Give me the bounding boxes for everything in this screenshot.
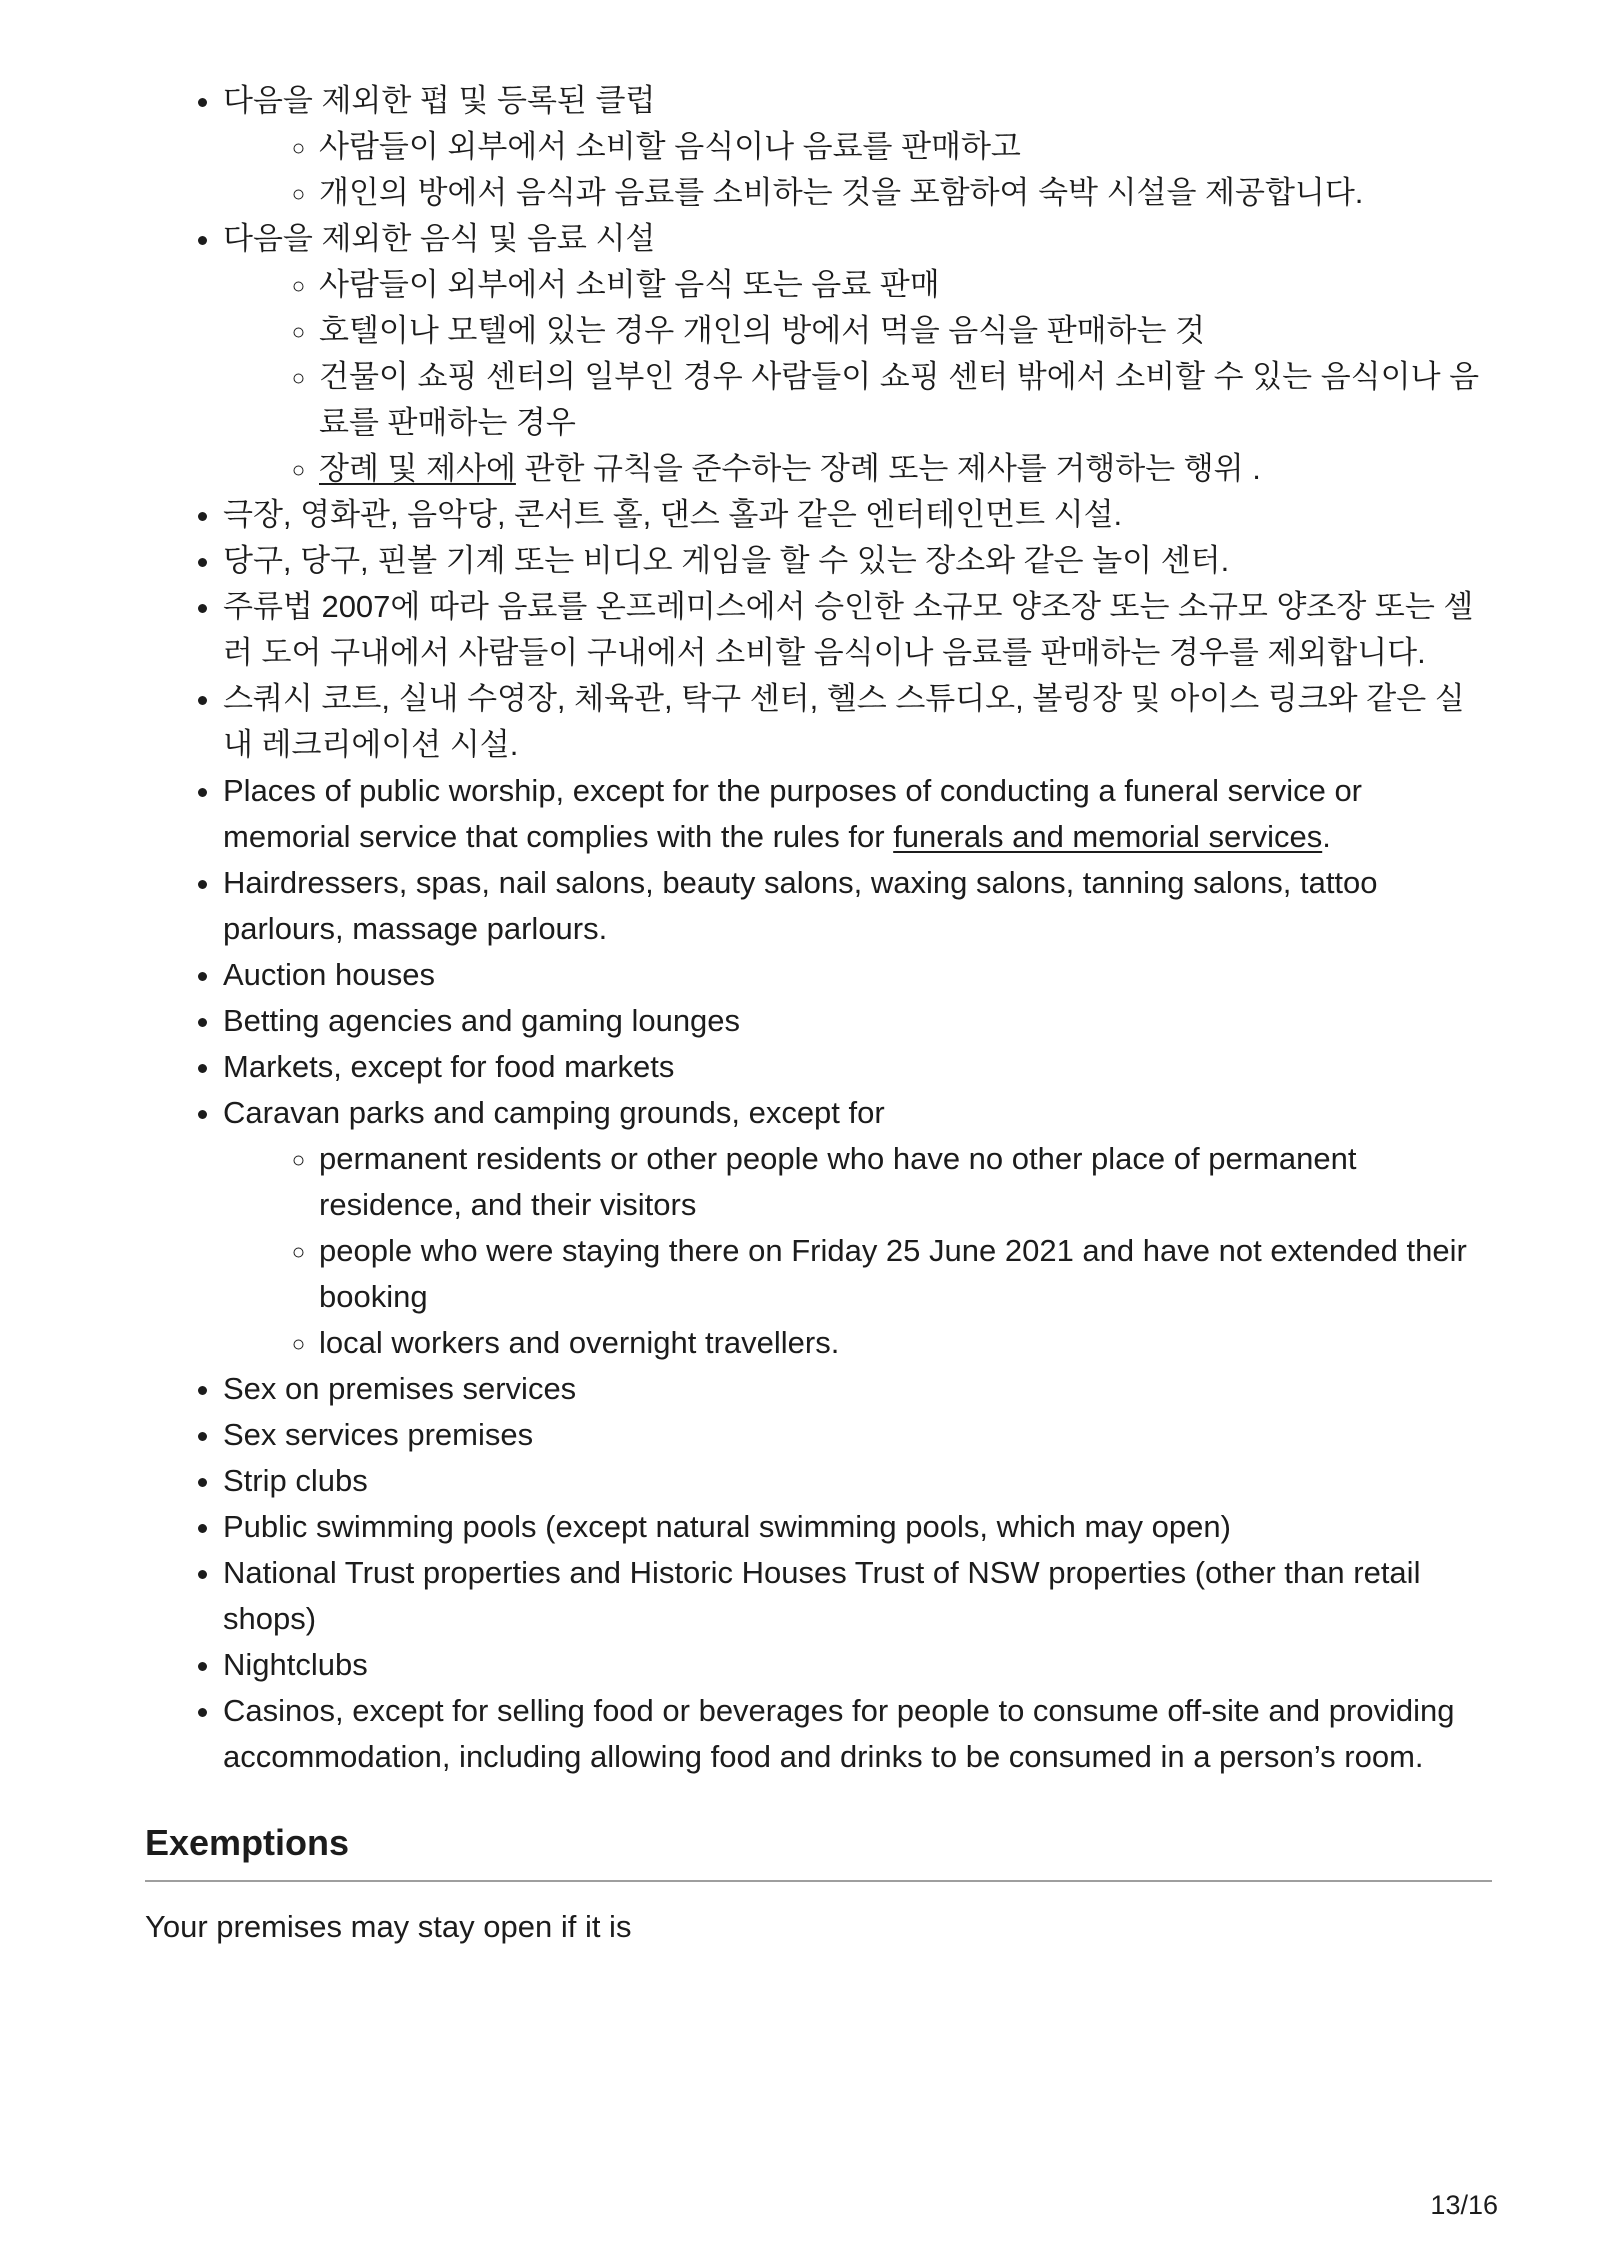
list-item: [319, 354, 1492, 446]
list-item-text: Markets, except for food markets: [223, 1049, 675, 1084]
list-item-text: 건물이 쇼핑 센터의 일부인 경우 사람들이 쇼핑 센터 밖에서 소비할 수 있는 음식이나 음료를 판매하는 경우: [319, 359, 1480, 440]
list-item: [223, 1412, 1492, 1458]
list-item-text: local workers and overnight travellers.: [319, 1325, 840, 1360]
list-item-text: Public swimming pools (except natural swimming pools, which may open): [223, 1509, 1231, 1544]
list-item-text: Places of public worship, except for the purposes of conducting a funeral service or memorial service that complies with the rules for: [223, 773, 1363, 854]
list-item-text: .: [1322, 819, 1331, 854]
list-item: [319, 262, 1492, 308]
list-item: [223, 1090, 1492, 1366]
list-item: [223, 860, 1492, 952]
list-item: [319, 124, 1492, 170]
list-item: [319, 1320, 1492, 1366]
list-item-text: 주류법 2007에 따라 음료를 온프레미스에서 승인한 소규모 양조장 또는 소규모 양조장 또는 셀러 도어 구내에서 사람들이 구내에서 소비할 음식이나 음료를 판매하는 경우를 제외합니다.: [223, 589, 1474, 670]
list-item-text: Sex on premises services: [223, 1371, 577, 1406]
list-item-text: 스쿼시 코트, 실내 수영장, 체육관, 탁구 센터, 헬스 스튜디오, 볼링장 및 아이스 링크와 같은 실내 레크리에이션 시설.: [223, 681, 1465, 762]
section-divider: [145, 1880, 1492, 1882]
list-item-text: 사람들이 외부에서 소비할 음식 또는 음료 판매: [319, 267, 940, 302]
list-item-text: people who were staying there on Friday 25 June 2021 and have not extended their booking: [319, 1233, 1467, 1314]
funerals-and-memorials-rules-link-ko[interactable]: 장례 및 제사에: [319, 451, 516, 486]
sub-list: [223, 262, 1492, 492]
list-item-text: Nightclubs: [223, 1647, 368, 1682]
list-item: [319, 308, 1492, 354]
list-item-text: 극장, 영화관, 음악당, 콘서트 홀, 댄스 홀과 같은 엔터테인먼트 시설.: [223, 497, 1123, 532]
list-item-text: permanent residents or other people who have no other place of permanent residence, and their visitors: [319, 1141, 1357, 1222]
list-item-text: Hairdressers, spas, nail salons, beauty salons, waxing salons, tanning salons, tattoo parlours, massage parlours.: [223, 865, 1378, 946]
funerals-and-memorial-services-link[interactable]: funerals and memorial services: [893, 819, 1323, 854]
list-item: [223, 998, 1492, 1044]
list-item: [223, 216, 1492, 492]
list-item: [223, 1458, 1492, 1504]
list-item-text: 사람들이 외부에서 소비할 음식이나 음료를 판매하고: [319, 129, 1021, 164]
list-item-text: Caravan parks and camping grounds, except for: [223, 1095, 885, 1130]
list-item: [223, 584, 1492, 676]
list-item: [223, 676, 1492, 768]
list-item: [223, 492, 1492, 538]
list-item-text: 다음을 제외한 펍 및 등록된 클럽: [223, 83, 656, 118]
list-item: [223, 1550, 1492, 1642]
list-item: [319, 1228, 1492, 1320]
list-item-text: Sex services premises: [223, 1417, 534, 1452]
page-number: 13/16: [1430, 2190, 1498, 2220]
list-item-text: 호텔이나 모텔에 있는 경우 개인의 방에서 먹을 음식을 판매하는 것: [319, 313, 1206, 348]
list-item-text: 관한 규칙을 준수하는 장례 또는 제사를 거행하는 행위 .: [515, 451, 1261, 486]
list-item: [223, 952, 1492, 998]
sub-list: [223, 124, 1492, 216]
list-item-text: Auction houses: [223, 957, 435, 992]
list-item-text: 다음을 제외한 음식 및 음료 시설: [223, 221, 656, 256]
document-body: [145, 78, 1492, 1950]
list-item: [223, 78, 1492, 216]
closed-premises-list: [145, 78, 1492, 1780]
list-item-text: 당구, 당구, 핀볼 기계 또는 비디오 게임을 할 수 있는 장소와 같은 놀이 센터.: [223, 543, 1230, 578]
list-item: [319, 1136, 1492, 1228]
list-item-text: Strip clubs: [223, 1463, 368, 1498]
list-item-text: Casinos, except for selling food or beverages for people to consume off-site and providing accommodation, including allowing food and drinks to be consumed in a person’s room.: [223, 1693, 1455, 1774]
list-item: [223, 1366, 1492, 1412]
sub-list: [223, 1136, 1492, 1366]
list-item: [223, 1504, 1492, 1550]
list-item: [319, 170, 1492, 216]
section-heading-exemptions: Exemptions: [145, 1822, 350, 1863]
list-item-text: National Trust properties and Historic Houses Trust of NSW properties (other than retail shops): [223, 1555, 1421, 1636]
list-item: [223, 1688, 1492, 1780]
list-item-text: Betting agencies and gaming lounges: [223, 1003, 741, 1038]
exemptions-intro-text: Your premises may stay open if it is: [145, 1909, 632, 1944]
list-item: [223, 768, 1492, 860]
list-item-text: 개인의 방에서 음식과 음료를 소비하는 것을 포함하여 숙박 시설을 제공합니다.: [319, 175, 1364, 210]
list-item: [223, 1642, 1492, 1688]
list-item: [223, 538, 1492, 584]
list-item: [223, 1044, 1492, 1090]
list-item: [319, 446, 1492, 492]
